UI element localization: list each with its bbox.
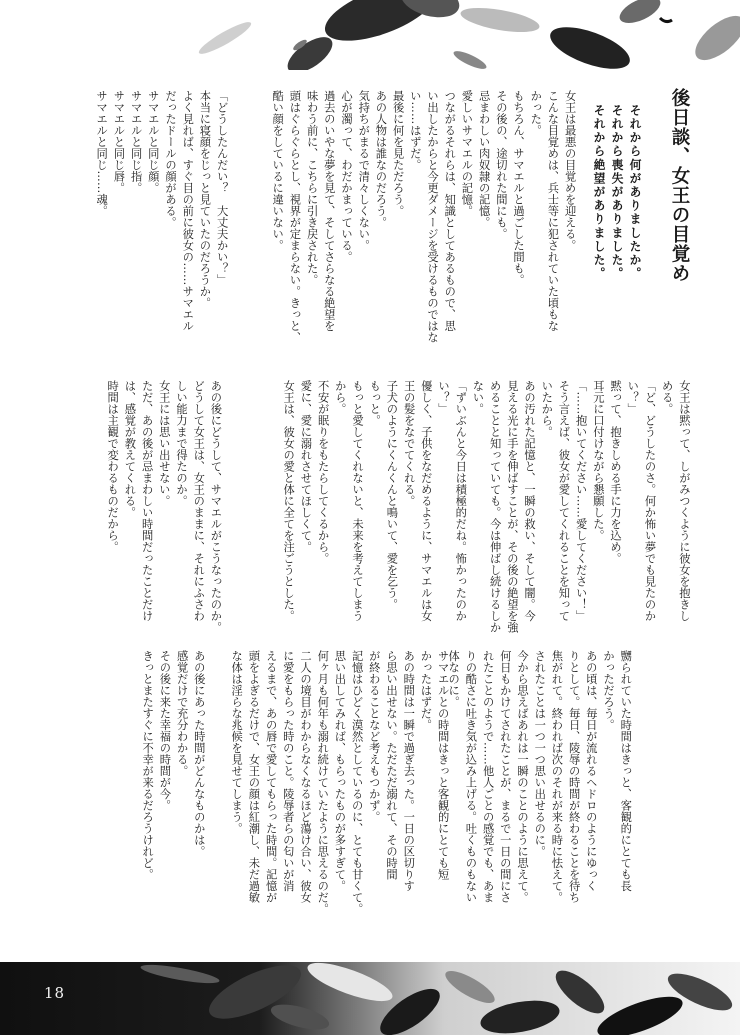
text-column-block-5: 嬲られていた時間はきっと、客観的にとても長 かっただろう。 あの頃は、毎日が流れるヘドロのようにゆっく りとして。毎日、陵辱の時間が終わることを待ち 焦がれて。終われば次のそれが来る時に怯えて。 されたことは一つ一つ思い出せるのに。 今から思えばあれは一瞬のことのように思えて。 何日もかけてされたことが、まるで一日の間にさ れたことのようで……他人ごとの感覚でも、あま りの酷さに吐き気が込み上げる。吐くものもない 体なのに。 — [447, 650, 633, 903]
lead-line: それから絶望がありました。 — [592, 104, 606, 281]
text-column-block-7: あの後にあった時間がどんなものかは。 感覚だけで充分わかる。 その後に来た幸福の時間が今。 きっとまたすぐに不幸が来るだろうけれど。 — [141, 650, 206, 880]
feather-band-bottom — [0, 962, 740, 1035]
chapter-lead — [590, 104, 644, 281]
text-column-block-6: サマエルとの時間はきっと客観的にとても短 かったはずだ。 あの時間は一瞬で過ぎ去った。一日の区切りす ら思い出せない。ただただ溺れて、その時間 が終わることなど考えもつかず。 記憶はひどく漠然としているのに、とても甘くて。 思い出してみれば、もらったものが多すぎて。 何ヶ月も何年も溺れ続けていたように思えるのだ。 二人の境目がわからなくなるほど蕩け合い、彼女 に愛をもらった時のこと。陵辱者らの匂いが消 えるまで、あの唇で愛してもらった時間。記憶が 頭をよぎるだけで、女王の顔は紅潮し、未だ過敏 な体は淫らな兆候を見せてしまう。 — [230, 650, 450, 915]
feather-decoration-top — [0, 0, 740, 70]
lead-line: それから何がありましたか。 — [628, 104, 642, 281]
text-column-block-3: 女王は黙って、しがみつくように彼女を抱きし める。 「ど、どうしたのさ。何か怖い夢でも見たのか い？」 黙って、抱きしめる手に力を込め。 耳元に口付けながら懇願した。 「……抱いてください……愛してください！」 そう言えば、彼女が愛してくれることを知って いたから。 あの汚れた記憶と、一瞬の救い、そして闇。今 見える光に手を伸ばすことが、その後の絶望を強 めることと知っていても。今は伸ばし続けるしか ない。 「ずいぶんと今日は積極的だね。怖かったのか い？」 優しく、子供をなだめるように、サマエルは女 王の髪をなでてくれる。 子犬のようにくんくんと鳴いて、愛を乞う。 もっと。 もっと愛してくれないと、未来を考えてしまう から。 不安が眠りをもたらしてくるから。 愛に、愛に溺れさせてほしくて。 女王は、彼女の愛と体に全てを注ごうとした。 — [282, 380, 691, 633]
chapter-title: 後日談、女王の目覚め — [669, 88, 690, 283]
text-column-block-2: 「どうしたんだい？ 大丈夫かい？」 本当に寝顔をじっと見ていたのだろうか。 よく見れば、すぐ目の前に彼女の……サマエル だったドールの顔がある。 サマエルと同じ顔。 サマエルと同じ指。 サマエルと同じ唇。 サマエルと同じ……魂。 — [95, 90, 229, 332]
text-column-block-4: あの後にどうして、サマエルがこうなったのか。 どうして女王は、女王のままに、それにふさわ しい能力まで得たのか。 女王には思い出せない。 ただ、あの後が忌まわしい時間だったことだけ は、感覚が教えてくれる。 時間は主観で変わるものだから。 — [106, 380, 223, 633]
feather-decoration-bottom — [0, 962, 740, 1035]
page-number: 18 — [44, 984, 66, 1002]
feather-band-top — [0, 0, 740, 70]
lead-line: それから喪失がありました。 — [610, 104, 624, 281]
text-column-block-1: 女王は最悪の目覚めを迎える。 こんな目覚めは、兵士等に犯されていた頃もな かった。 もちろん、サマエルと過ごした間も。 その後の、途切れた間にも。 忌まわしい肉奴隷の記憶。 愛しいサマエルの記憶。 つながるそれらは、知識としてあるもので、思 い出したからと今更ダメージを受けるものではな い……はずだ。 最後に何を見ただろう。 あの人物は誰なのだろう。 気持ちがまるで清々しくない。 心が濁って、わだかまっている。 過去のいやな夢を見て、そしてさらなる絶望を 味わう前に、こちらに引き戻された。 頭はぐらぐらとし、視界が定まらない。きっと、 酷い顔をしているに違いない。 — [271, 90, 577, 343]
